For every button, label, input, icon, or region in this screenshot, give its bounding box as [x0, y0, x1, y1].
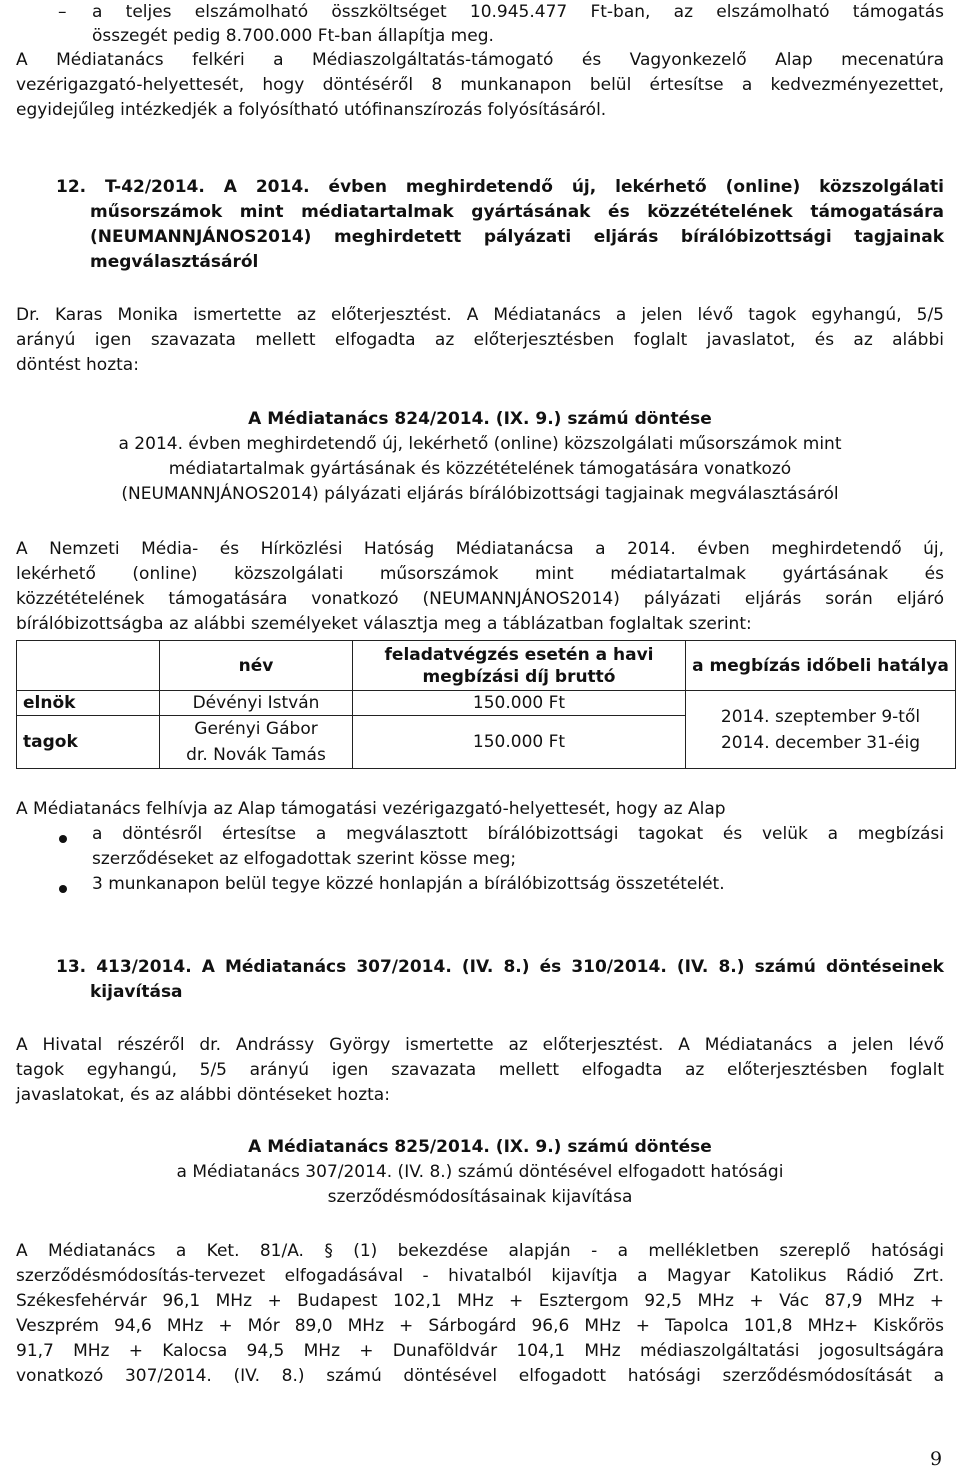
table-cell-text: 2014. szeptember 9-től [720, 706, 921, 727]
paragraph-line: arányú igen szavazata mellett elfogadta az előterjesztésben foglalt javaslatot, és az alábbi [16, 330, 944, 350]
paragraph-line: szerződésmódosítás-tervezet elfogadásával - hivatalból kijavítja a Magyar Katolikus Rádió Zrt. [16, 1266, 944, 1286]
list-item-line: összegét pedig 8.700.000 Ft-ban állapítja meg. [92, 26, 494, 46]
paragraph-line: bírálóbizottságba az alábbi személyeket választja meg a táblázatban foglaltak szerint: [16, 614, 752, 634]
table-cell-text: Gerényi Gábor [194, 719, 318, 739]
paragraph-line: javaslatokat, és az alábbi döntéseket hozta: [16, 1085, 390, 1105]
section-heading: megválasztásáról [90, 252, 259, 272]
paragraph-line: A Nemzeti Média- és Hírközlési Hatóság Médiatanácsa a 2014. évben meghirdetendő új, [16, 539, 944, 559]
decision-subtitle: a Médiatanács 307/2014. (IV. 8.) számú döntésével elfogadott hatósági [176, 1162, 784, 1182]
section-heading: 13. 413/2014. A Médiatanács 307/2014. (IV. 8.) és 310/2014. (IV. 8.) számú döntéseinek [56, 957, 944, 977]
paragraph-line: A Médiatanács felhívja az Alap támogatási vezérigazgató-helyettesét, hogy az Alap [16, 799, 726, 819]
section-heading: (NEUMANNJÁNOS2014) meghirdetett pályázati eljárás bírálóbizottsági tagjainak [90, 227, 944, 247]
decision-title: A Médiatanács 824/2014. (IX. 9.) számú döntése [248, 409, 712, 429]
bullet-line: a döntésről értesítse a megválasztott bírálóbizottsági tagokat és velük a megbízási [92, 824, 944, 844]
table-header-cell: név [160, 641, 353, 691]
table-header-cell [17, 641, 160, 691]
bullet-line: 3 munkanapon belül tegye közzé honlapján a bírálóbizottság összetételét. [92, 874, 725, 894]
table-cell: 150.000 Ft [353, 716, 686, 769]
table-header-cell [353, 641, 686, 691]
table-cell: tagok [17, 716, 160, 769]
paragraph-line: közzétételének támogatására vonatkozó (NEUMANNJÁNOS2014) pályázati eljárás során eljáró [16, 589, 944, 609]
table-cell [160, 716, 353, 769]
bullet-icon [59, 835, 67, 843]
list-dash: – [58, 2, 67, 22]
decision-subtitle: (NEUMANNJÁNOS2014) pályázati eljárás bírálóbizottsági tagjainak megválasztásáról [121, 484, 839, 504]
page-number: 9 [930, 1448, 943, 1470]
bullet-icon [59, 885, 67, 893]
paragraph-line: tagok egyhangú, 5/5 arányú igen szavazata mellett elfogadta az előterjesztésben foglalt [16, 1060, 944, 1080]
section-heading: 12. T-42/2014. A 2014. évben meghirdetendő új, lekérhető (online) közszolgálati [56, 177, 944, 197]
bullet-line: szerződéseket az elfogadottak szerint kösse meg; [92, 849, 517, 869]
decision-subtitle: szerződésmódosításainak kijavítása [327, 1187, 633, 1207]
paragraph-line: döntést hozta: [16, 355, 139, 375]
decision-subtitle: médiatartalmak gyártásának és közzétételének támogatására vonatkozó [168, 459, 792, 479]
decision-title: A Médiatanács 825/2014. (IX. 9.) számú döntése [248, 1137, 712, 1157]
table-cell: 150.000 Ft [353, 691, 686, 716]
paragraph-line: A Médiatanács felkéri a Médiaszolgáltatás-támogató és Vagyonkezelő Alap mecenatúra [16, 50, 944, 70]
section-heading: kijavítása [90, 982, 183, 1002]
table-cell: elnök [17, 691, 160, 716]
paragraph-line: A Hivatal részéről dr. Andrássy György ismertette az előterjesztést. A Médiatanács a jelen lévő [16, 1035, 944, 1055]
committee-table [16, 640, 956, 769]
paragraph-line: vezérigazgató-helyettesét, hogy döntéséről 8 munkanapon belül értesítse a kedvezményezettet, [16, 75, 944, 95]
table-cell-text: dr. Novák Tamás [186, 745, 326, 765]
table-header-text: feladatvégzés esetén a havi [384, 644, 654, 665]
paragraph-line: 91,7 MHz + Kalocsa 94,5 MHz + Dunaföldvár 104,1 MHz médiaszolgáltatási jogosultságára [16, 1341, 944, 1361]
table-header-cell: a megbízás időbeli hatálya [686, 641, 956, 691]
list-item-line: a teljes elszámolható összköltséget 10.945.477 Ft-ban, az elszámolható támogatás [92, 2, 944, 22]
table-cell [686, 691, 956, 769]
paragraph-line: vonatkozó 307/2014. (IV. 8.) számú döntésével elfogadott hatósági szerződésmódosítását a [16, 1366, 944, 1386]
table-cell: Dévényi István [160, 691, 353, 716]
table-cell-text: 2014. december 31-éig [720, 732, 921, 753]
paragraph-line: egyidejűleg intézkedjék a folyósítható utófinanszírozás folyósításáról. [16, 100, 607, 120]
section-heading: műsorszámok mint médiatartalmak gyártásának és közzétételének támogatására [90, 202, 944, 222]
paragraph-line: Veszprém 94,6 MHz + Mór 89,0 MHz + Sárbogárd 96,6 MHz + Tapolca 101,8 MHz+ Kiskőrös [16, 1316, 944, 1336]
paragraph-line: lekérhető (online) közszolgálati műsorszámok mint médiatartalmak gyártásának és [16, 564, 944, 584]
decision-subtitle: a 2014. évben meghirdetendő új, lekérhető (online) közszolgálati műsorszámok mint [118, 434, 842, 454]
paragraph-line: Dr. Karas Monika ismertette az előterjesztést. A Médiatanács a jelen lévő tagok egyhangú, 5/5 [16, 305, 944, 325]
table-header-text: megbízási díj bruttó [422, 666, 616, 687]
paragraph-line: Székesfehérvár 96,1 MHz + Budapest 102,1 MHz + Esztergom 92,5 MHz + Vác 87,9 MHz + [16, 1291, 944, 1311]
paragraph-line: A Médiatanács a Ket. 81/A. § (1) bekezdése alapján - a mellékletben szereplő hatósági [16, 1241, 944, 1261]
